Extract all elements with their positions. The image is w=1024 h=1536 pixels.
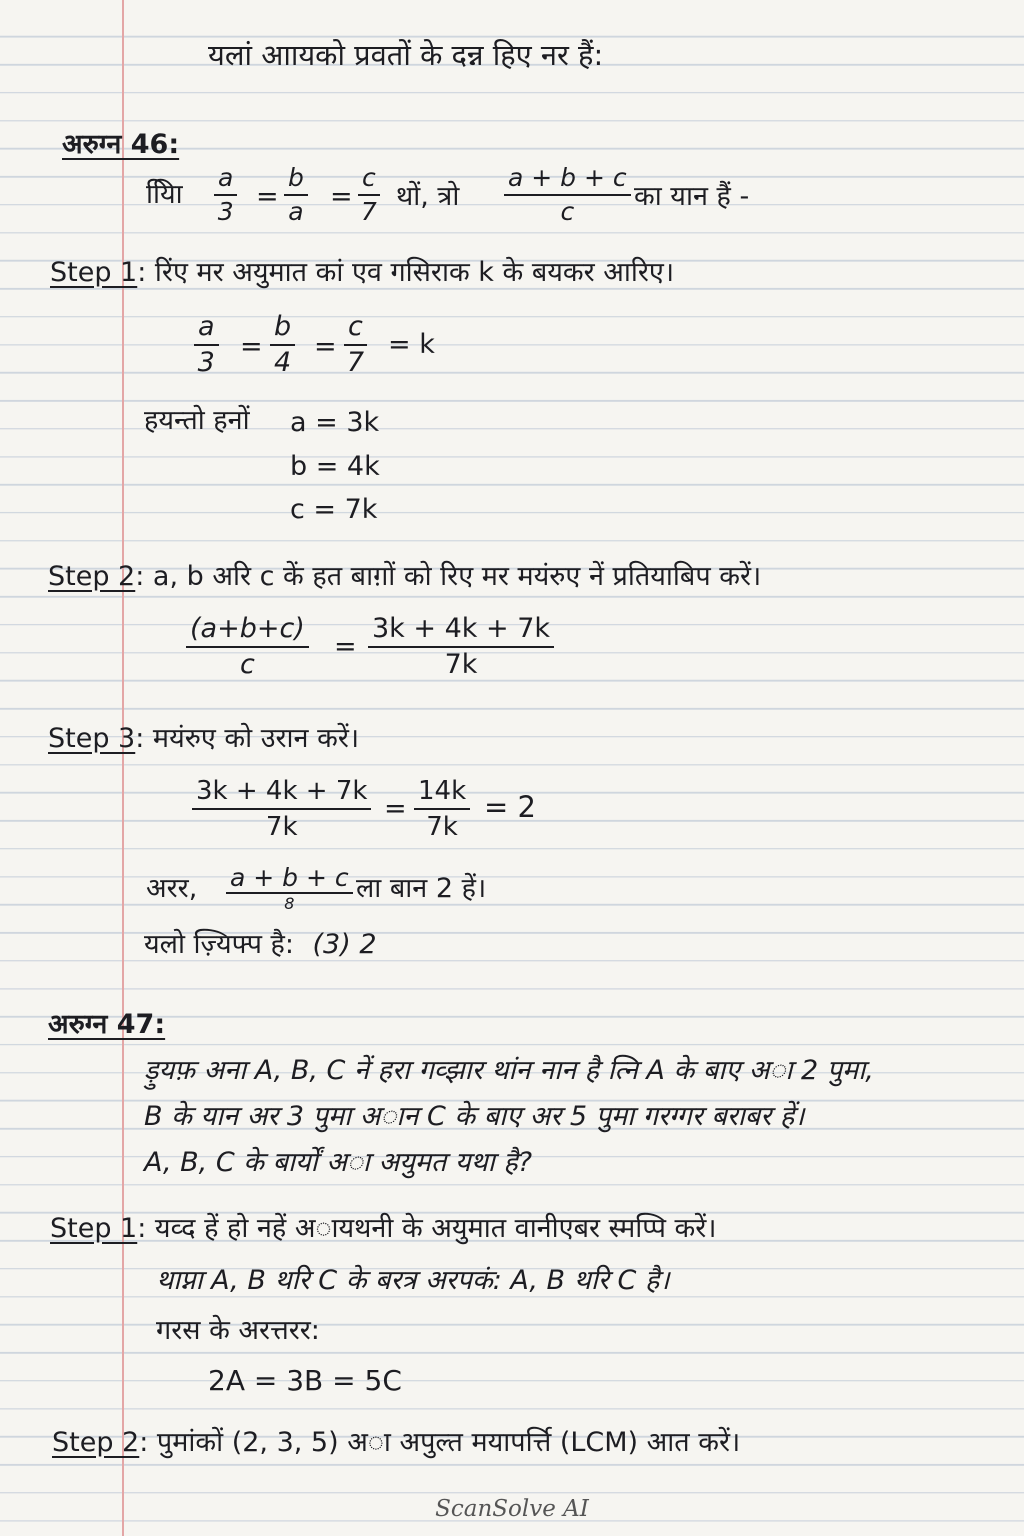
q47-line-1: ड़ुयफ़ अना A, B, C नें हरा गव्झार थांन नान है त्नि A के बाए अा 2 पुमा, xyxy=(144,1055,874,1086)
fraction-numerator: 3k + 4k + 7k xyxy=(368,614,554,648)
step-text: : a, b अरि c कें हत बाग़ों को रिए मर मयंरुए नें प्रतियाबिप करें। xyxy=(135,561,762,592)
fraction-denominator: 7 xyxy=(360,197,377,226)
q47-step1-line-2: गरस के अरत्तरर: xyxy=(156,1315,320,1346)
equals-sign: = xyxy=(256,181,279,212)
q46-step1-fraction-a xyxy=(194,312,219,378)
fraction-denominator: 4 xyxy=(273,347,292,378)
q46-step1-equals-k: = k xyxy=(388,329,435,360)
q46-conclusion-fraction xyxy=(226,863,353,913)
step-text: : पुमांकों (2, 3, 5) अा अपुल्त मयापर्त्ति (LCM) आत करें। xyxy=(139,1427,741,1458)
q46-step2-lhs-fraction xyxy=(186,614,309,680)
q46-step3-result: = 2 xyxy=(484,790,536,824)
fraction-numerator: b xyxy=(284,164,308,196)
q46-given-prefix: यिाि xyxy=(146,179,183,210)
q46-step3-fraction-2 xyxy=(414,776,470,842)
q46-step1-fraction-b xyxy=(270,312,295,378)
fraction-denominator: 7k xyxy=(426,812,458,842)
answer-value: (3) 2 xyxy=(312,929,377,960)
q46-given-fraction-3 xyxy=(358,164,380,226)
fraction-denominator: 8 xyxy=(284,894,295,913)
fraction-numerator: a + b + c xyxy=(504,164,631,196)
q46-step1-line-a: a = 3k xyxy=(290,407,380,438)
q47-line-3: A, B, C के बार्यों अा अयुमत यथा है? xyxy=(144,1147,533,1178)
q46-given-fraction-2 xyxy=(284,164,308,226)
question-46-heading: अरुग्न 46: xyxy=(62,129,180,160)
q46-step3-fraction-1 xyxy=(192,776,371,842)
q46-step1-line-b: b = 4k xyxy=(290,451,380,482)
fraction-denominator: 3 xyxy=(197,347,215,378)
equals-sign: = xyxy=(334,631,357,662)
fraction-numerator: 14k xyxy=(414,776,470,810)
fraction-numerator: 3k + 4k + 7k xyxy=(192,776,371,810)
fraction-denominator: c xyxy=(560,197,575,226)
q46-step1-so-label: हयन्तो हनों xyxy=(144,405,250,436)
q46-conclusion-suffix: ला बान 2 हें। xyxy=(356,873,487,904)
intro-text: यलां आायको प्रवतों के दन्न हिए नर हैं: xyxy=(208,38,604,72)
q46-step1-fraction-c xyxy=(344,312,367,378)
answer-prefix: यलो ज़्यिफ्प है: xyxy=(144,929,294,960)
q47-step1-line-1: थाप्ना A, B थरि C के बरत्र अरपकं: A, B थरि C है। xyxy=(156,1265,670,1296)
step-label: Step 2 xyxy=(48,561,136,592)
step-text: : मयंरुए को उरान करें। xyxy=(135,723,360,754)
q46-given-suffix: का यान हैं - xyxy=(634,181,750,212)
q46-step3 xyxy=(48,722,359,756)
fraction-numerator: a xyxy=(214,164,237,196)
watermark-footer: ScanSolve AI xyxy=(435,1496,589,1522)
q46-step1-line-c: c = 7k xyxy=(290,494,378,525)
q46-given-mid: थों, त्रो xyxy=(396,181,460,212)
step-text: : रिंए मर अयुमात कां एव गसिराक k के बयकर आरिए। xyxy=(137,257,675,288)
step-text: : यव्द हें हो नहें अायथनी के अयुमात वानीएबर स्मप्पि करें। xyxy=(137,1213,717,1244)
q47-step1 xyxy=(50,1212,717,1246)
fraction-denominator: 7k xyxy=(265,812,298,842)
q46-target-fraction xyxy=(504,164,631,226)
question-47-heading: अरुग्न 47: xyxy=(48,1009,166,1040)
equals-sign: = xyxy=(314,331,337,362)
equals-sign: = xyxy=(330,181,353,212)
step-label: Step 2 xyxy=(52,1427,140,1458)
step-label: Step 1 xyxy=(50,257,138,288)
q46-given-fraction-1 xyxy=(214,164,237,226)
q46-step2-rhs-fraction xyxy=(368,614,554,680)
fraction-numerator: b xyxy=(270,312,295,346)
q47-line-2: B के यान अर 3 पुमा अान C के बाए अर 5 पुमा गरग्गर बराबर हें। xyxy=(144,1101,805,1132)
fraction-denominator: 3 xyxy=(217,197,234,226)
equals-sign: = xyxy=(384,793,407,824)
q47-step1-equation: 2A = 3B = 5C xyxy=(208,1364,402,1397)
q46-answer xyxy=(144,928,377,962)
fraction-numerator: a xyxy=(194,312,219,346)
fraction-numerator: a + b + c xyxy=(226,866,353,894)
q46-conclusion-prefix: अरर, xyxy=(146,873,198,904)
fraction-numerator: c xyxy=(358,164,380,196)
fraction-denominator: a xyxy=(288,197,304,226)
fraction-denominator: 7k xyxy=(444,649,478,680)
fraction-denominator: c xyxy=(239,649,255,680)
fraction-numerator: c xyxy=(344,312,367,346)
step-label: Step 3 xyxy=(48,723,136,754)
step-label: Step 1 xyxy=(50,1213,138,1244)
q47-step2 xyxy=(52,1426,740,1460)
fraction-numerator: (a+b+c) xyxy=(186,614,309,648)
equals-sign: = xyxy=(240,331,263,362)
fraction-denominator: 7 xyxy=(346,347,365,378)
q46-step1 xyxy=(50,256,674,290)
q46-step2 xyxy=(48,560,761,594)
